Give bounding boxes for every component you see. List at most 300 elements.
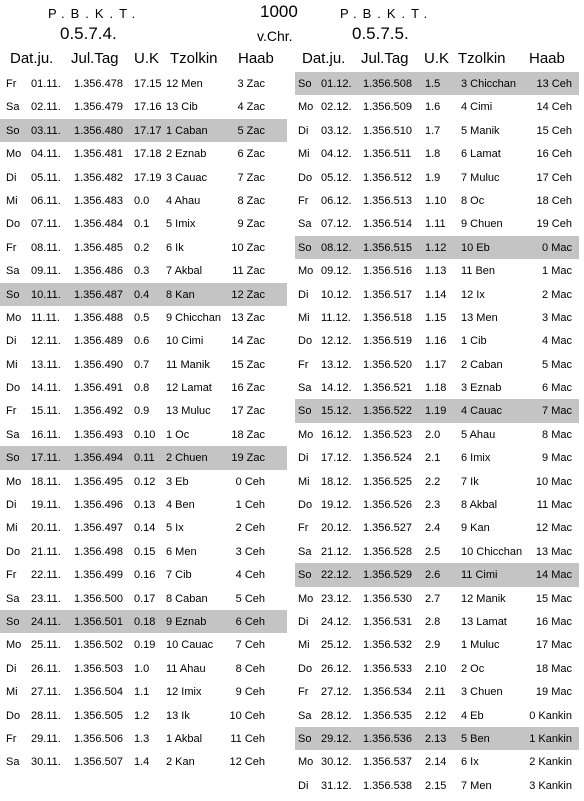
table-row — [0, 657, 287, 680]
table-row — [295, 399, 579, 422]
table-row — [295, 189, 579, 212]
uk-cell: 1.6 — [425, 101, 441, 114]
table-row — [295, 119, 579, 142]
uk-cell: 1.15 — [425, 311, 447, 324]
date-cell: 19.12. — [321, 499, 352, 512]
date-cell: 11.11. — [31, 311, 60, 324]
date-cell: 17.11. — [31, 452, 61, 465]
uk-cell: 2.5 — [425, 545, 441, 558]
haab-cell: 6 Zac — [237, 148, 265, 161]
julian-day-cell: 1.356.530 — [363, 592, 412, 605]
date-cell: 30.11. — [31, 756, 61, 769]
uk-cell: 2.6 — [425, 569, 441, 582]
tzolkin-cell: 2 Eznab — [166, 148, 207, 161]
haab-cell: 3 Kankin — [529, 779, 572, 792]
julian-day-cell: 1.356.529 — [363, 569, 412, 582]
julian-day-cell: 1.356.509 — [363, 101, 412, 114]
tzolkin-cell: 12 Lamat — [166, 382, 212, 395]
weekday-cell: Mo — [298, 756, 314, 769]
date-cell: 04.11. — [31, 148, 61, 161]
julian-day-cell: 1.356.518 — [363, 311, 412, 324]
col-header-haab: Haab — [238, 50, 274, 67]
table-row — [0, 376, 287, 399]
julian-day-cell: 1.356.492 — [74, 405, 123, 418]
col-header-uk: U.K — [424, 50, 450, 67]
date-cell: 03.12. — [321, 124, 352, 137]
date-cell: 12.12. — [321, 335, 352, 348]
left-table — [0, 46, 287, 774]
left-table-body — [0, 72, 287, 774]
julian-day-cell: 1.356.482 — [74, 171, 123, 184]
haab-cell: 16 Zac — [231, 382, 265, 395]
haab-cell: 18 Mac — [535, 662, 572, 675]
julian-day-cell: 1.356.480 — [74, 124, 123, 137]
table-row — [295, 142, 579, 165]
julian-day-cell: 1.356.497 — [74, 522, 123, 535]
haab-cell: 9 Zac — [237, 218, 265, 231]
date-cell: 06.12. — [321, 194, 352, 207]
left-katun-value: 0.5.7.4. — [60, 24, 117, 43]
weekday-cell: Sa — [6, 265, 20, 278]
table-row — [295, 610, 579, 633]
date-cell: 06.11. — [31, 194, 61, 207]
julian-day-cell: 1.356.520 — [363, 358, 412, 371]
uk-cell: 1.16 — [425, 335, 447, 348]
julian-day-cell: 1.356.491 — [74, 382, 123, 395]
date-cell: 13.12. — [321, 358, 352, 371]
date-cell: 22.12. — [321, 569, 352, 582]
weekday-cell: Sa — [298, 218, 312, 231]
haab-cell: 0 Mac — [542, 241, 572, 254]
date-cell: 16.12. — [321, 428, 352, 441]
tzolkin-cell: 5 Ahau — [461, 428, 496, 441]
tzolkin-cell: 9 Eznab — [166, 615, 207, 628]
uk-cell: 0.7 — [134, 358, 150, 371]
uk-cell: 2.9 — [425, 639, 441, 652]
weekday-cell: Mo — [6, 311, 22, 324]
julian-day-cell: 1.356.524 — [363, 452, 412, 465]
haab-cell: 8 Ceh — [235, 662, 265, 675]
date-cell: 25.12. — [321, 639, 352, 652]
uk-cell: 0.11 — [134, 452, 155, 465]
weekday-cell: Di — [298, 779, 309, 792]
tzolkin-cell: 10 Chicchan — [461, 545, 523, 558]
haab-cell: 10 Zac — [231, 241, 265, 254]
weekday-cell: Mi — [6, 194, 18, 207]
col-header-uk: U.K — [134, 50, 160, 67]
haab-cell: 16 Mac — [535, 615, 572, 628]
weekday-cell: Mo — [6, 639, 22, 652]
table-row — [0, 95, 287, 118]
julian-day-cell: 1.356.512 — [363, 171, 412, 184]
uk-cell: 2.4 — [425, 522, 441, 535]
uk-cell: 0.2 — [134, 241, 150, 254]
tzolkin-cell: 6 Ik — [166, 241, 184, 254]
date-cell: 19.11. — [31, 499, 61, 512]
date-cell: 26.11. — [31, 662, 61, 675]
tzolkin-cell: 8 Akbal — [461, 499, 498, 512]
weekday-cell: Do — [6, 545, 21, 558]
weekday-cell: Mo — [6, 148, 22, 161]
weekday-cell: Do — [6, 382, 21, 395]
uk-cell: 1.4 — [134, 756, 150, 769]
weekday-cell: Mi — [298, 311, 310, 324]
julian-day-cell: 1.356.508 — [363, 78, 412, 90]
haab-cell: 1 Kankin — [529, 732, 572, 745]
date-cell: 05.11. — [31, 171, 61, 184]
julian-day-cell: 1.356.479 — [74, 101, 123, 114]
haab-cell: 15 Ceh — [536, 124, 572, 137]
date-cell: 08.11. — [31, 241, 61, 254]
date-cell: 04.12. — [321, 148, 352, 161]
haab-cell: 5 Zac — [237, 124, 265, 137]
table-row — [0, 470, 287, 493]
julian-day-cell: 1.356.517 — [363, 288, 412, 301]
haab-cell: 1 Ceh — [235, 499, 265, 512]
table-row — [295, 774, 579, 797]
haab-cell: 17 Zac — [231, 405, 265, 418]
uk-cell: 17.18 — [134, 148, 162, 161]
weekday-cell: Mi — [298, 639, 310, 652]
julian-day-cell: 1.356.525 — [363, 475, 412, 488]
weekday-cell: So — [298, 732, 312, 745]
weekday-cell: Di — [298, 288, 309, 301]
date-cell: 14.12. — [321, 382, 352, 395]
haab-cell: 19 Ceh — [536, 218, 572, 231]
julian-day-cell: 1.356.531 — [363, 615, 412, 628]
date-cell: 26.12. — [321, 662, 352, 675]
haab-cell: 7 Ceh — [235, 639, 265, 652]
table-row — [295, 166, 579, 189]
tzolkin-cell: 3 Eb — [166, 475, 189, 488]
table-row — [0, 516, 287, 539]
tzolkin-cell: 6 Ix — [461, 756, 479, 769]
tzolkin-cell: 13 Muluc — [166, 405, 211, 418]
uk-cell: 1.9 — [425, 171, 441, 184]
table-row — [295, 563, 579, 586]
tzolkin-cell: 10 Eb — [461, 241, 490, 254]
date-cell: 11.12. — [321, 311, 351, 324]
date-cell: 05.12. — [321, 171, 352, 184]
date-cell: 27.11. — [31, 686, 61, 699]
uk-cell: 1.2 — [134, 709, 150, 722]
table-row — [295, 750, 579, 773]
haab-cell: 10 Mac — [535, 475, 572, 488]
haab-cell: 14 Ceh — [536, 101, 572, 114]
table-row — [0, 236, 287, 259]
tzolkin-cell: 3 Cauac — [166, 171, 207, 184]
date-cell: 24.11. — [31, 615, 61, 628]
table-row — [0, 727, 287, 750]
weekday-cell: Fr — [298, 522, 309, 535]
tzolkin-cell: 9 Kan — [461, 522, 490, 535]
julian-day-cell: 1.356.513 — [363, 194, 412, 207]
weekday-cell: Mo — [298, 592, 314, 605]
date-cell: 29.12. — [321, 732, 352, 745]
tzolkin-cell: 7 Akbal — [166, 265, 203, 278]
tzolkin-cell: 6 Imix — [461, 452, 491, 465]
haab-cell: 2 Ceh — [235, 522, 265, 535]
uk-cell: 1.13 — [425, 265, 447, 278]
haab-cell: 11 Ceh — [230, 732, 265, 745]
tzolkin-cell: 10 Cauac — [166, 639, 214, 652]
right-katun-value: 0.5.7.5. — [352, 24, 409, 43]
col-header-date: Dat.ju. — [302, 50, 346, 67]
date-cell: 21.11. — [31, 545, 61, 558]
uk-cell: 17.19 — [134, 171, 162, 184]
weekday-cell: Sa — [298, 709, 312, 722]
table-row — [295, 259, 579, 282]
date-cell: 18.12. — [321, 475, 352, 488]
uk-cell: 17.16 — [134, 101, 162, 114]
tzolkin-cell: 1 Caban — [166, 124, 208, 137]
uk-cell: 0.18 — [134, 615, 156, 628]
tzolkin-cell: 1 Cib — [461, 335, 487, 348]
date-cell: 20.12. — [321, 522, 352, 535]
julian-day-cell: 1.356.511 — [363, 148, 412, 161]
weekday-cell: Fr — [6, 78, 17, 90]
date-cell: 07.12. — [321, 218, 352, 231]
table-row — [0, 166, 287, 189]
weekday-cell: Do — [298, 662, 313, 675]
haab-cell: 4 Ceh — [235, 569, 265, 582]
julian-day-cell: 1.356.483 — [74, 194, 123, 207]
haab-cell: 14 Zac — [231, 335, 265, 348]
table-row — [0, 704, 287, 727]
uk-cell: 17.15 — [134, 78, 162, 90]
weekday-cell: Fr — [298, 358, 309, 371]
date-cell: 31.12. — [321, 779, 352, 792]
table-row — [295, 236, 579, 259]
table-row — [0, 329, 287, 352]
weekday-cell: Di — [298, 615, 309, 628]
uk-cell: 1.19 — [425, 405, 447, 418]
table-row — [295, 329, 579, 352]
weekday-cell: So — [6, 615, 20, 628]
julian-day-cell: 1.356.498 — [74, 545, 123, 558]
julian-day-cell: 1.356.506 — [74, 732, 123, 745]
tzolkin-cell: 2 Chuen — [166, 452, 208, 465]
tzolkin-cell: 7 Muluc — [461, 171, 500, 184]
weekday-cell: Fr — [6, 569, 17, 582]
weekday-cell: Do — [298, 335, 313, 348]
date-cell: 23.12. — [321, 592, 352, 605]
julian-day-cell: 1.356.522 — [363, 405, 412, 418]
table-row — [295, 633, 579, 656]
tzolkin-cell: 10 Cimi — [166, 335, 204, 348]
uk-cell: 2.0 — [425, 428, 441, 441]
julian-day-cell: 1.356.514 — [363, 218, 412, 231]
col-header-julday: Jul.Tag — [71, 50, 119, 67]
weekday-cell: So — [298, 241, 312, 254]
tzolkin-cell: 3 Eznab — [461, 382, 502, 395]
uk-cell: 1.14 — [425, 288, 447, 301]
table-row — [295, 704, 579, 727]
haab-cell: 18 Ceh — [536, 194, 572, 207]
haab-cell: 6 Ceh — [235, 615, 265, 628]
table-row — [295, 587, 579, 610]
weekday-cell: Di — [6, 499, 17, 512]
julian-day-cell: 1.356.535 — [363, 709, 412, 722]
tzolkin-cell: 12 Imix — [166, 686, 202, 699]
uk-cell: 0.13 — [134, 499, 156, 512]
weekday-cell: So — [298, 78, 312, 90]
haab-cell: 3 Ceh — [235, 545, 265, 558]
haab-cell: 17 Ceh — [536, 171, 572, 184]
uk-cell: 0.17 — [134, 592, 156, 605]
julian-day-cell: 1.356.499 — [74, 569, 123, 582]
tzolkin-cell: 1 Akbal — [166, 732, 203, 745]
tzolkin-cell: 4 Cimi — [461, 101, 493, 114]
julian-day-cell: 1.356.485 — [74, 241, 123, 254]
haab-cell: 9 Mac — [542, 452, 572, 465]
julian-day-cell: 1.356.484 — [74, 218, 123, 231]
table-row — [0, 750, 287, 773]
date-cell: 10.11. — [31, 288, 61, 301]
julian-day-cell: 1.356.488 — [74, 311, 123, 324]
tzolkin-cell: 8 Caban — [166, 592, 208, 605]
julian-day-cell: 1.356.502 — [74, 639, 123, 652]
tzolkin-cell: 9 Chicchan — [166, 311, 222, 324]
date-cell: 24.12. — [321, 615, 352, 628]
tzolkin-cell: 1 Oc — [166, 428, 190, 441]
julian-day-cell: 1.356.538 — [363, 779, 412, 792]
date-cell: 08.12. — [321, 241, 352, 254]
tzolkin-cell: 4 Cauac — [461, 405, 502, 418]
weekday-cell: Fr — [298, 686, 309, 699]
col-header-tzolkin: Tzolkin — [458, 50, 506, 67]
haab-cell: 7 Zac — [237, 171, 265, 184]
julian-day-cell: 1.356.537 — [363, 756, 412, 769]
tzolkin-cell: 5 Ben — [461, 732, 490, 745]
haab-cell: 12 Ceh — [229, 756, 265, 769]
date-cell: 18.11. — [31, 475, 61, 488]
weekday-cell: Mi — [6, 522, 18, 535]
haab-cell: 11 Zac — [232, 265, 265, 278]
date-cell: 02.12. — [321, 101, 352, 114]
uk-cell: 0.12 — [134, 475, 156, 488]
table-row — [0, 610, 287, 633]
weekday-cell: So — [298, 405, 312, 418]
weekday-cell: So — [6, 124, 20, 137]
uk-cell: 1.17 — [425, 358, 447, 371]
table-row — [0, 119, 287, 142]
date-cell: 25.11. — [31, 639, 61, 652]
tzolkin-cell: 5 Ix — [166, 522, 184, 535]
haab-cell: 2 Kankin — [529, 756, 572, 769]
uk-cell: 0.1 — [134, 218, 150, 231]
table-row — [295, 493, 579, 516]
weekday-cell: Sa — [6, 428, 20, 441]
haab-cell: 2 Mac — [542, 288, 572, 301]
col-header-tzolkin: Tzolkin — [170, 50, 218, 67]
haab-cell: 5 Mac — [542, 358, 572, 371]
table-row — [295, 72, 579, 95]
julian-day-cell: 1.356.503 — [74, 662, 123, 675]
uk-cell: 2.15 — [425, 779, 447, 792]
uk-cell: 0.10 — [134, 428, 156, 441]
uk-cell: 2.1 — [425, 452, 441, 465]
weekday-cell: Sa — [298, 545, 312, 558]
weekday-cell: Mo — [298, 428, 314, 441]
table-row — [295, 446, 579, 469]
julian-day-cell: 1.356.536 — [363, 732, 412, 745]
haab-cell: 16 Ceh — [536, 148, 572, 161]
julian-day-cell: 1.356.532 — [363, 639, 412, 652]
tzolkin-cell: 4 Ben — [166, 499, 195, 512]
date-cell: 23.11. — [31, 592, 61, 605]
uk-cell: 1.7 — [425, 124, 441, 137]
julian-day-cell: 1.356.505 — [74, 709, 123, 722]
julian-day-cell: 1.356.507 — [74, 756, 123, 769]
uk-cell: 0.16 — [134, 569, 156, 582]
table-row — [295, 212, 579, 235]
weekday-cell: Fr — [6, 241, 17, 254]
julian-day-cell: 1.356.526 — [363, 499, 412, 512]
tzolkin-cell: 8 Kan — [166, 288, 195, 301]
tzolkin-cell: 12 Ix — [461, 288, 485, 301]
date-cell: 28.11. — [31, 709, 61, 722]
date-cell: 10.12. — [321, 288, 352, 301]
haab-cell: 4 Zac — [237, 101, 265, 114]
haab-cell: 9 Ceh — [235, 686, 265, 699]
weekday-cell: Di — [298, 452, 309, 465]
uk-cell: 1.0 — [134, 662, 150, 675]
date-cell: 09.11. — [31, 265, 61, 278]
weekday-cell: Do — [6, 709, 21, 722]
haab-cell: 6 Mac — [542, 382, 572, 395]
right-table-header — [295, 46, 579, 72]
haab-cell: 3 Mac — [542, 311, 572, 324]
table-row — [0, 587, 287, 610]
uk-cell: 1.12 — [425, 241, 447, 254]
haab-cell: 15 Mac — [535, 592, 572, 605]
tzolkin-cell: 12 Manik — [461, 592, 506, 605]
table-row — [295, 376, 579, 399]
uk-cell: 2.11 — [425, 686, 446, 699]
tzolkin-cell: 13 Lamat — [461, 615, 507, 628]
table-row — [295, 680, 579, 703]
julian-day-cell: 1.356.496 — [74, 499, 123, 512]
table-row — [0, 399, 287, 422]
tzolkin-cell: 2 Oc — [461, 662, 485, 675]
julian-day-cell: 1.356.510 — [363, 124, 412, 137]
julian-day-cell: 1.356.528 — [363, 545, 412, 558]
table-row — [0, 283, 287, 306]
uk-cell: 0.8 — [134, 382, 150, 395]
date-cell: 01.11. — [31, 78, 61, 90]
uk-cell: 1.5 — [425, 78, 441, 90]
tzolkin-cell: 11 Cimi — [461, 569, 498, 582]
uk-cell: 0.9 — [134, 405, 150, 418]
uk-cell: 0.5 — [134, 311, 150, 324]
table-row — [0, 259, 287, 282]
date-cell: 01.12. — [321, 78, 352, 90]
tzolkin-cell: 11 Manik — [166, 358, 210, 371]
table-row — [0, 493, 287, 516]
tzolkin-cell: 12 Men — [166, 78, 203, 90]
date-cell: 30.12. — [321, 756, 352, 769]
table-row — [295, 95, 579, 118]
date-cell: 14.11. — [31, 382, 61, 395]
haab-cell: 12 Zac — [231, 288, 265, 301]
table-row — [0, 680, 287, 703]
julian-day-cell: 1.356.519 — [363, 335, 412, 348]
haab-cell: 17 Mac — [535, 639, 572, 652]
weekday-cell: Do — [6, 218, 21, 231]
table-row — [295, 727, 579, 750]
date-cell: 27.12. — [321, 686, 352, 699]
